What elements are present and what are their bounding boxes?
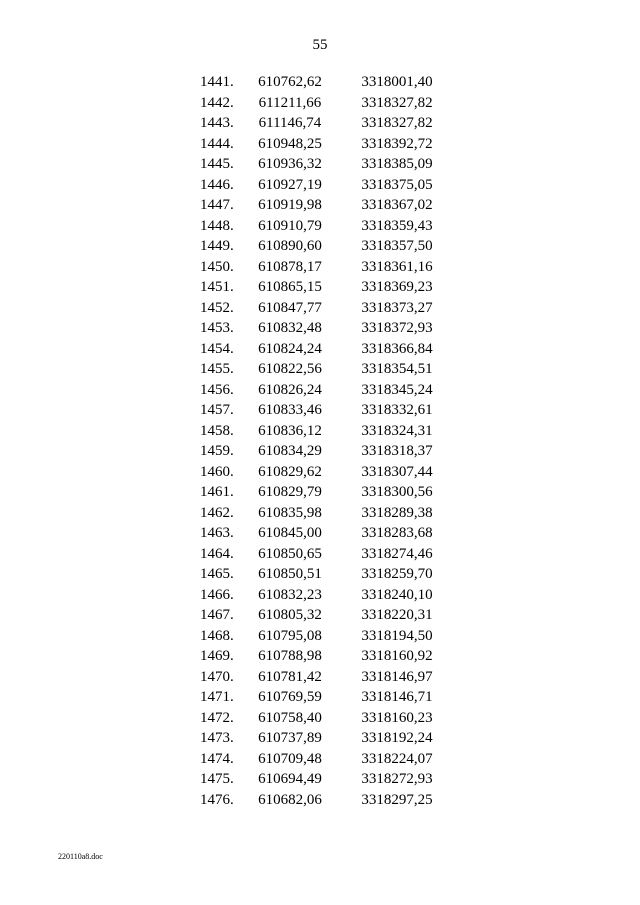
point-number: 1462.: [200, 504, 234, 521]
table-row: [0, 585, 640, 606]
point-number: 1468.: [200, 627, 234, 644]
y-coordinate: 3318357,50: [361, 238, 433, 254]
y-coordinate: 3318373,27: [361, 299, 433, 316]
table-row: [0, 523, 640, 544]
x-coordinate: 610758,40: [258, 709, 322, 726]
y-coordinate: 3318327,82: [361, 115, 433, 131]
x-coordinate: 610832,48: [258, 320, 322, 336]
table-row: [0, 236, 640, 257]
table-row: [0, 380, 640, 401]
y-coordinate: 3318345,24: [361, 381, 433, 398]
x-coordinate: 610824,24: [258, 340, 322, 357]
point-number: 1470.: [200, 668, 234, 685]
table-row: [0, 339, 640, 360]
table-row: [0, 564, 640, 585]
table-row: [0, 298, 640, 319]
point-number: 1469.: [200, 648, 234, 664]
x-coordinate: 610829,62: [258, 463, 322, 480]
x-coordinate: 610832,23: [258, 586, 322, 603]
y-coordinate: 3318327,82: [361, 94, 433, 111]
y-coordinate: 3318146,71: [361, 689, 433, 705]
x-coordinate: 610795,08: [258, 627, 322, 644]
y-coordinate: 3318354,51: [361, 361, 433, 377]
point-number: 1473.: [200, 730, 234, 746]
table-row: [0, 728, 640, 749]
point-number: 1471.: [200, 689, 234, 705]
point-number: 1454.: [200, 340, 234, 357]
page-number: 55: [312, 37, 328, 53]
x-coordinate: 610890,60: [258, 238, 322, 254]
point-number: 1453.: [200, 320, 234, 336]
table-row: [0, 708, 640, 729]
table-row: [0, 318, 640, 339]
table-row: [0, 790, 640, 811]
point-number: 1451.: [200, 279, 234, 295]
x-coordinate: 610850,65: [258, 545, 322, 562]
table-row: [0, 667, 640, 688]
x-coordinate: 610878,17: [258, 258, 322, 275]
table-row: [0, 93, 640, 114]
y-coordinate: 3318240,10: [361, 586, 433, 603]
x-coordinate: 610788,98: [258, 648, 322, 664]
table-row: [0, 687, 640, 708]
table-row: [0, 257, 640, 278]
y-coordinate: 3318375,05: [361, 176, 433, 193]
y-coordinate: 3318297,25: [361, 791, 433, 808]
table-row: [0, 441, 640, 462]
point-number: 1456.: [200, 381, 234, 398]
y-coordinate: 3318318,37: [361, 443, 433, 459]
y-coordinate: 3318283,68: [361, 525, 433, 541]
y-coordinate: 3318300,56: [361, 484, 433, 500]
table-row: [0, 154, 640, 175]
y-coordinate: 3318307,44: [361, 463, 433, 480]
point-number: 1441.: [200, 74, 234, 90]
point-number: 1447.: [200, 197, 234, 213]
x-coordinate: 610694,49: [258, 771, 322, 787]
point-number: 1446.: [200, 176, 234, 193]
y-coordinate: 3318372,93: [361, 320, 433, 336]
x-coordinate: 610850,51: [258, 566, 322, 582]
table-row: [0, 544, 640, 565]
y-coordinate: 3318324,31: [361, 422, 433, 439]
table-row: [0, 462, 640, 483]
point-number: 1472.: [200, 709, 234, 726]
point-number: 1475.: [200, 771, 234, 787]
x-coordinate: 610762,62: [258, 74, 322, 90]
table-row: [0, 605, 640, 626]
point-number: 1464.: [200, 545, 234, 562]
y-coordinate: 3318367,02: [361, 197, 433, 213]
point-number: 1458.: [200, 422, 234, 439]
x-coordinate: 610826,24: [258, 381, 322, 398]
y-coordinate: 3318220,31: [361, 607, 433, 623]
y-coordinate: 3318392,72: [361, 135, 433, 152]
table-row: [0, 646, 640, 667]
x-coordinate: 610936,32: [258, 156, 322, 172]
y-coordinate: 3318289,38: [361, 504, 433, 521]
table-row: [0, 769, 640, 790]
point-number: 1476.: [200, 791, 234, 808]
y-coordinate: 3318192,24: [361, 730, 433, 746]
x-coordinate: 610927,19: [258, 176, 322, 193]
point-number: 1474.: [200, 750, 234, 767]
point-number: 1443.: [200, 115, 234, 131]
table-row: [0, 134, 640, 155]
point-number: 1463.: [200, 525, 234, 541]
point-number: 1449.: [200, 238, 234, 254]
y-coordinate: 3318385,09: [361, 156, 433, 172]
point-number: 1460.: [200, 463, 234, 480]
x-coordinate: 610805,32: [258, 607, 322, 623]
y-coordinate: 3318366,84: [361, 340, 433, 357]
footer-filename: 220110a8.doc: [58, 852, 103, 861]
x-coordinate: 610737,89: [258, 730, 322, 746]
y-coordinate: 3318272,93: [361, 771, 433, 787]
x-coordinate: 610833,46: [258, 402, 322, 418]
point-number: 1445.: [200, 156, 234, 172]
table-row: [0, 277, 640, 298]
table-row: [0, 72, 640, 93]
table-row: [0, 359, 640, 380]
x-coordinate: 611211,66: [258, 94, 322, 111]
x-coordinate: 610835,98: [258, 504, 322, 521]
point-number: 1448.: [200, 217, 234, 234]
x-coordinate: 610919,98: [258, 197, 322, 213]
x-coordinate: 610829,79: [258, 484, 322, 500]
x-coordinate: 610781,42: [258, 668, 322, 685]
x-coordinate: 610845,00: [258, 525, 322, 541]
table-row: [0, 503, 640, 524]
x-coordinate: 611146,74: [258, 115, 322, 131]
x-coordinate: 610822,56: [258, 361, 322, 377]
x-coordinate: 610834,29: [258, 443, 322, 459]
x-coordinate: 610769,59: [258, 689, 322, 705]
point-number: 1461.: [200, 484, 234, 500]
y-coordinate: 3318359,43: [361, 217, 433, 234]
table-row: [0, 113, 640, 134]
y-coordinate: 3318001,40: [361, 74, 433, 90]
y-coordinate: 3318332,61: [361, 402, 433, 418]
table-row: [0, 195, 640, 216]
table-row: [0, 421, 640, 442]
table-row: [0, 749, 640, 770]
coordinate-table: [0, 72, 640, 810]
point-number: 1444.: [200, 135, 234, 152]
x-coordinate: 610865,15: [258, 279, 322, 295]
x-coordinate: 610836,12: [258, 422, 322, 439]
x-coordinate: 610709,48: [258, 750, 322, 767]
table-row: [0, 482, 640, 503]
point-number: 1467.: [200, 607, 234, 623]
y-coordinate: 3318369,23: [361, 279, 433, 295]
table-row: [0, 400, 640, 421]
table-row: [0, 175, 640, 196]
y-coordinate: 3318361,16: [361, 258, 433, 275]
y-coordinate: 3318224,07: [361, 750, 433, 767]
table-row: [0, 216, 640, 237]
table-row: [0, 626, 640, 647]
y-coordinate: 3318259,70: [361, 566, 433, 582]
point-number: 1459.: [200, 443, 234, 459]
point-number: 1442.: [200, 94, 234, 111]
x-coordinate: 610847,77: [258, 299, 322, 316]
y-coordinate: 3318146,97: [361, 668, 433, 685]
y-coordinate: 3318194,50: [361, 627, 433, 644]
x-coordinate: 610910,79: [258, 217, 322, 234]
point-number: 1450.: [200, 258, 234, 275]
point-number: 1452.: [200, 299, 234, 316]
y-coordinate: 3318160,92: [361, 648, 433, 664]
point-number: 1455.: [200, 361, 234, 377]
x-coordinate: 610682,06: [258, 791, 322, 808]
point-number: 1465.: [200, 566, 234, 582]
y-coordinate: 3318274,46: [361, 545, 433, 562]
point-number: 1466.: [200, 586, 234, 603]
x-coordinate: 610948,25: [258, 135, 322, 152]
point-number: 1457.: [200, 402, 234, 418]
y-coordinate: 3318160,23: [361, 709, 433, 726]
